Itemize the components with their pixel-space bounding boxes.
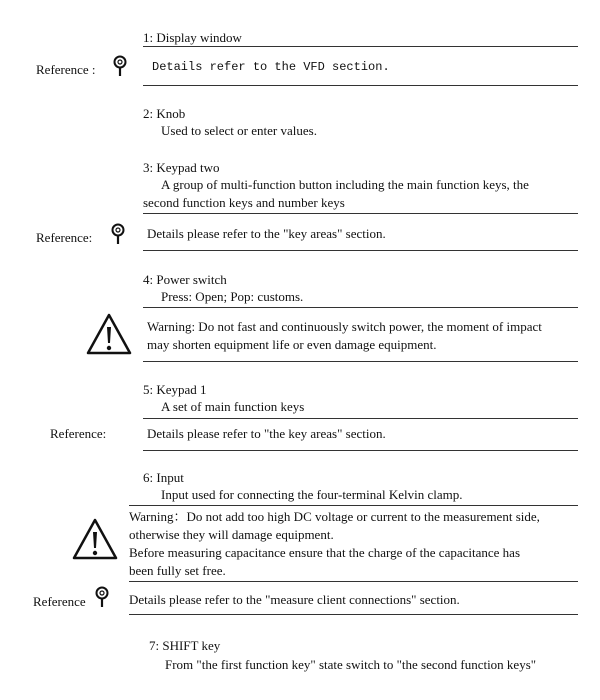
magnifier-icon [112,55,128,77]
divider [143,46,578,47]
divider [143,450,578,451]
warning-text-line3: Before measuring capacitance ensure that the charge of the capacitance has [129,545,520,560]
item-2-body: Used to select or enter values. [161,123,317,138]
divider [143,213,578,214]
item-7-body: From "the first function key" state switch to "the second function keys" [165,657,537,672]
warning-text-line1: Warning: Do not fast and continuously switch power, the moment of impact [147,319,542,334]
item-4-body: Press: Open; Pop: customs. [161,289,304,304]
item-5-body: A set of main function keys [161,399,305,414]
warning-text-line1: Warning：Do not add too high DC voltage or current to the measurement side, [129,509,540,524]
divider [143,307,578,308]
divider [143,250,578,251]
item-2-heading: 2: Knob [143,106,186,121]
item-6-body: Input used for connecting the four-terminal Kelvin clamp. [161,487,463,502]
item-7-heading: 7: SHIFT key [149,638,221,653]
divider [129,614,578,615]
reference-label: Reference: [36,230,93,245]
divider [129,581,578,582]
item-6-heading: 6: Input [143,470,184,485]
magnifier-icon [110,223,126,245]
warning-icon [72,518,118,560]
reference-label: Reference [33,594,86,609]
reference-text: Details refer to the VFD section. [152,60,390,74]
reference-text: Details please refer to the "key areas" section. [147,226,386,241]
divider [129,505,578,506]
item-3-body-line2: second function keys and number keys [143,195,345,210]
item-5-heading: 5: Keypad 1 [143,382,207,397]
item-4-heading: 4: Power switch [143,272,227,287]
item-3-body-line1: A group of multi-function button including the main function keys, the [161,177,529,192]
warning-text-line4: been fully set free. [129,563,226,578]
reference-text: Details please refer to "the key areas" section. [147,426,386,441]
warning-text-line2: otherwise they will damage equipment. [129,527,334,542]
reference-text: Details please refer to the "measure client connections" section. [129,592,460,607]
item-1-heading: 1: Display window [143,30,242,45]
reference-label: Reference: [50,426,107,441]
warning-icon [86,313,132,355]
divider [143,85,578,86]
warning-text-line2: may shorten equipment life or even damage equipment. [147,337,437,352]
reference-label: Reference : [36,62,96,77]
item-3-heading: 3: Keypad two [143,160,220,175]
divider [143,418,578,419]
divider [143,361,578,362]
magnifier-icon [94,586,110,608]
